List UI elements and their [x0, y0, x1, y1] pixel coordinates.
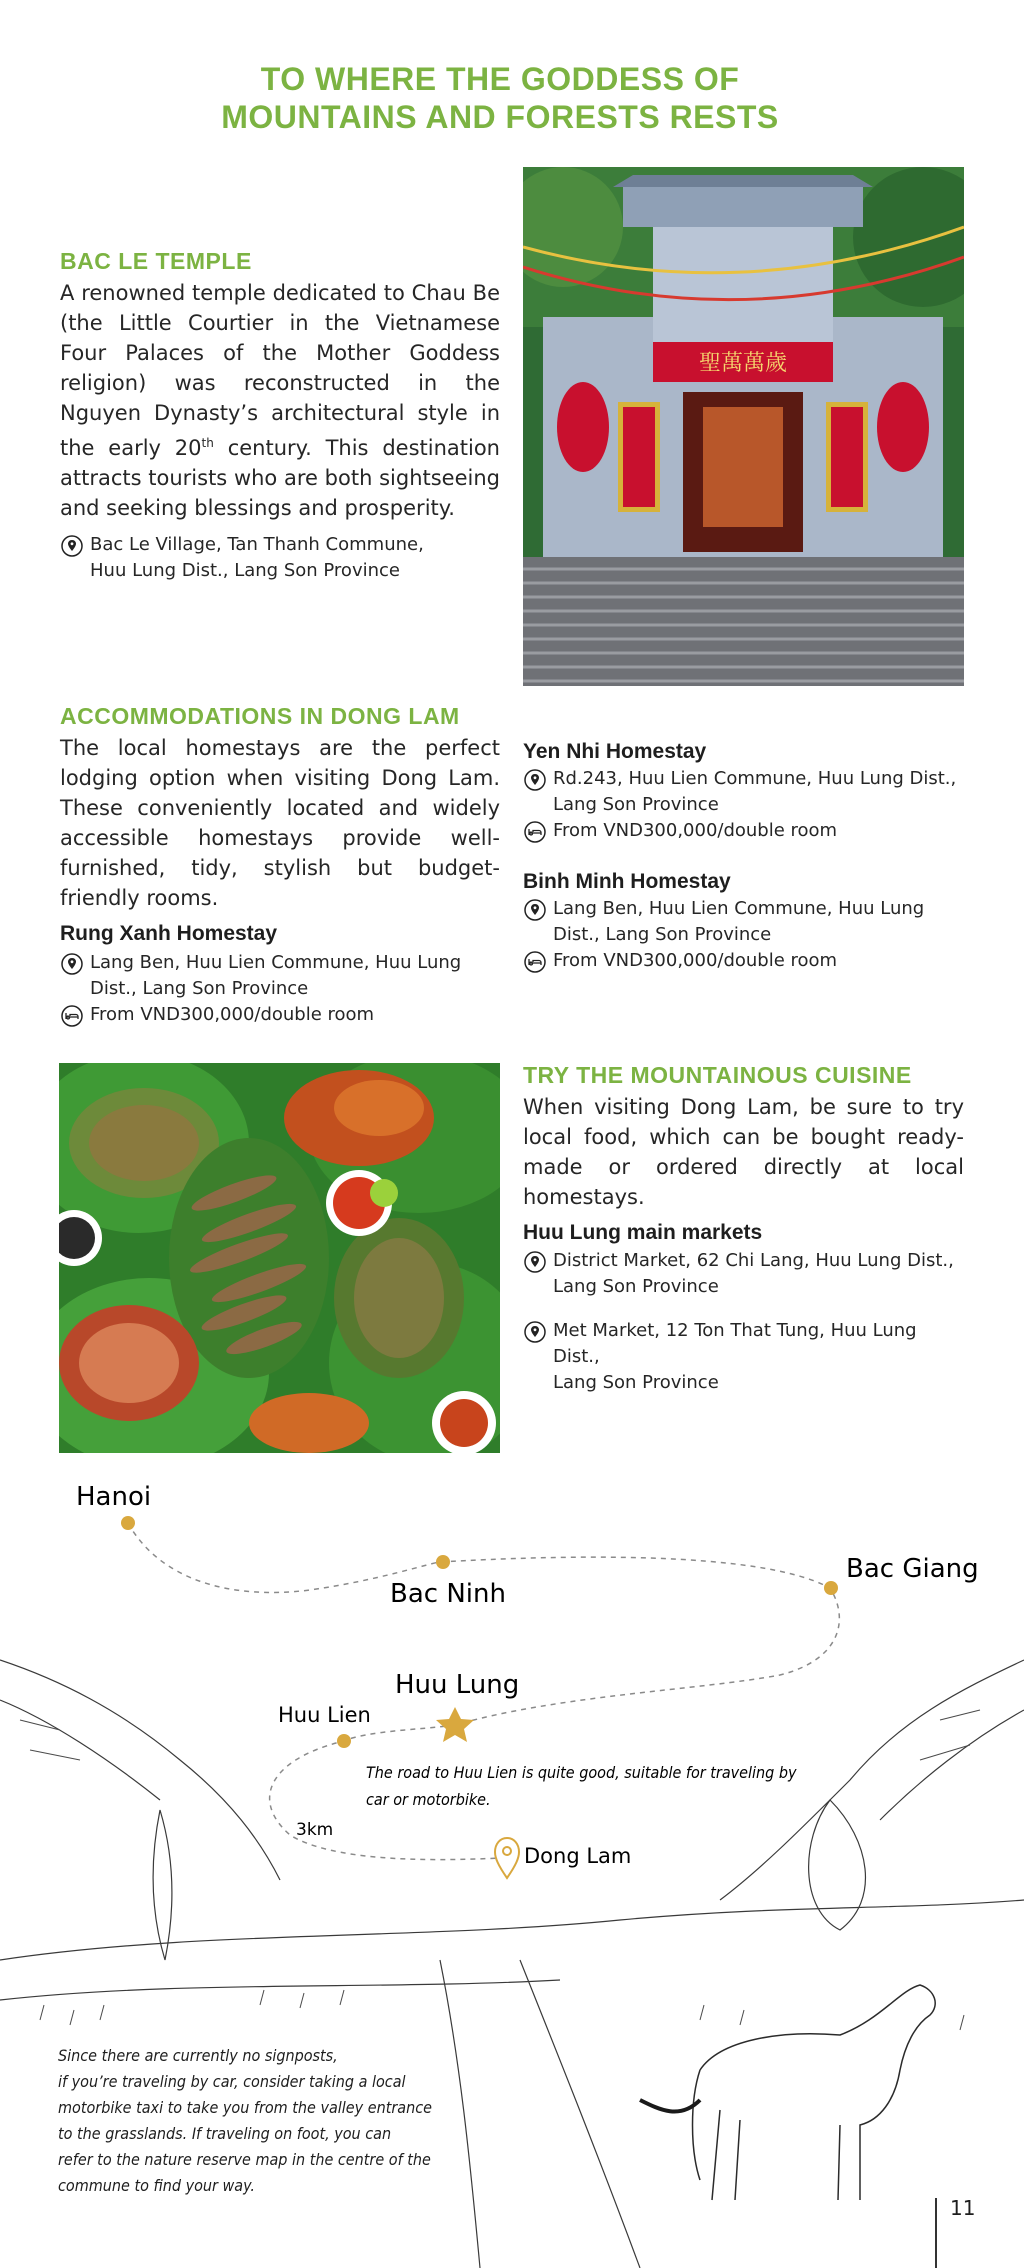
bac-le-address-line-1: Bac Le Village, Tan Thanh Commune,	[90, 534, 424, 555]
rung-xanh-name: Rung Xanh Homestay	[60, 922, 278, 945]
location-pin-icon	[523, 898, 547, 922]
yen-nhi-address	[523, 766, 968, 818]
tip-line: if you’re traveling by car, consider taking a local	[58, 2072, 406, 2091]
tip-line: commune to find your way.	[58, 2176, 255, 2195]
markets-heading: Huu Lung main markets	[523, 1221, 763, 1244]
road-note-line-2: car or motorbike.	[366, 1790, 491, 1809]
huu-lung-star-icon	[436, 1707, 474, 1742]
accommodations-description: The local homestays are the perfect lodging option when visiting Dong Lam. These conveniently located and widely accessible homestays provide well-furnished, tidy, stylish but budget-friendly rooms.	[60, 736, 500, 910]
bac-le-desc-sup: th	[201, 436, 214, 450]
huu-lien-label: Huu Lien	[278, 1703, 371, 1727]
binh-minh-address-line-1: Lang Ben, Huu Lien Commune, Huu Lung	[553, 898, 925, 919]
distance-label: 3km	[296, 1820, 334, 1840]
temple-sign-text: 聖萬萬歲	[698, 351, 788, 376]
rung-xanh-details	[60, 950, 500, 1028]
temple-illustration	[523, 167, 964, 686]
hanoi-marker	[121, 1516, 135, 1530]
road-note-line-1: The road to Huu Lien is quite good, suitable for traveling by	[366, 1763, 797, 1782]
page-number-rule	[935, 2198, 937, 2268]
rung-xanh-address-line-2: Dist., Lang Son Province	[90, 978, 309, 999]
cuisine-heading: TRY THE MOUNTAINOUS CUISINE	[523, 1062, 912, 1088]
accommodations-heading: ACCOMMODATIONS IN DONG LAM	[60, 703, 460, 729]
market-line-1: Met Market, 12 Ton That Tung, Huu Lung Dist.,	[553, 1320, 917, 1367]
bac-le-address-line-2: Huu Lung Dist., Lang Son Province	[90, 560, 400, 581]
binh-minh-name: Binh Minh Homestay	[523, 870, 731, 893]
bac-le-desc-a: A renowned temple dedicated to Chau Be (the Little Courtier in the Vietnamese Four Palaces of the Mother Goddess religion) was reconstructed in the Nguyen Dynasty’s architectural style in the early 20	[60, 281, 500, 460]
dong-lam-pin-dot	[503, 1847, 511, 1855]
local-food-photo	[59, 1063, 500, 1453]
dong-lam-label: Dong Lam	[524, 1844, 632, 1868]
hanoi-label: Hanoi	[76, 1482, 152, 1512]
bac-ninh-label: Bac Ninh	[390, 1579, 506, 1609]
tip-line: refer to the nature reserve map in the centre of the	[58, 2150, 431, 2169]
bac-ninh-marker	[436, 1555, 450, 1569]
rung-xanh-address-line-1: Lang Ben, Huu Lien Commune, Huu Lung	[90, 952, 462, 973]
cuisine-description: When visiting Dong Lam, be sure to try local food, which can be bought ready-made or ordered directly at local homestays.	[523, 1095, 964, 1209]
location-pin-icon	[523, 768, 547, 792]
binh-minh-price-text: From VND300,000/double room	[553, 950, 838, 971]
yen-nhi-price-text: From VND300,000/double room	[553, 820, 838, 841]
market-item	[523, 1248, 968, 1300]
yen-nhi-price	[523, 818, 968, 844]
yen-nhi-details	[523, 766, 968, 844]
market-item	[523, 1318, 968, 1396]
horse-sketch	[640, 1985, 935, 2200]
navigation-tip	[58, 2043, 458, 2199]
bac-le-temple-photo	[523, 167, 964, 686]
page-title-line-2: MOUNTAINS AND FORESTS RESTS	[221, 99, 779, 135]
location-pin-icon	[60, 952, 84, 976]
page-title-line-1: TO WHERE THE GODDESS OF	[260, 61, 740, 97]
market-line-1: District Market, 62 Chi Lang, Huu Lung Dist.,	[553, 1250, 954, 1271]
bed-icon	[523, 820, 547, 844]
bac-le-desc-b: century. This destination attracts tourists who are both sightseeing and seeking blessings and prosperity.	[60, 436, 500, 520]
location-pin-icon	[60, 534, 84, 558]
bac-giang-label: Bac Giang	[846, 1554, 979, 1584]
food-illustration	[59, 1063, 500, 1453]
tip-line: Since there are currently no signposts,	[58, 2046, 338, 2065]
tip-line: motorbike taxi to take you from the valley entrance	[58, 2098, 433, 2117]
bed-icon	[523, 950, 547, 974]
bac-le-heading: BAC LE TEMPLE	[60, 248, 252, 274]
binh-minh-price	[523, 948, 968, 974]
market-line-2: Lang Son Province	[553, 1276, 719, 1297]
rung-xanh-address	[60, 950, 500, 1002]
page-number: 11	[950, 2196, 976, 2220]
huu-lung-label: Huu Lung	[395, 1670, 520, 1700]
market-line-2: Lang Son Province	[553, 1372, 719, 1393]
location-pin-icon	[523, 1250, 547, 1274]
bac-le-address	[60, 532, 500, 584]
binh-minh-address	[523, 896, 968, 948]
page-title	[0, 60, 1000, 136]
yen-nhi-address-line-2: Lang Son Province	[553, 794, 719, 815]
rung-xanh-price-text: From VND300,000/double room	[90, 1004, 375, 1025]
location-pin-icon	[523, 1320, 547, 1344]
rung-xanh-price	[60, 1002, 500, 1028]
binh-minh-address-line-2: Dist., Lang Son Province	[553, 924, 772, 945]
huu-lien-marker	[337, 1734, 351, 1748]
markets-list	[523, 1248, 968, 1396]
tip-line: to the grasslands. If traveling on foot, you can	[58, 2124, 392, 2143]
dong-lam-pin-icon	[495, 1838, 519, 1878]
yen-nhi-address-line-1: Rd.243, Huu Lien Commune, Huu Lung Dist.,	[553, 768, 957, 789]
bac-giang-marker	[824, 1581, 838, 1595]
yen-nhi-name: Yen Nhi Homestay	[523, 740, 707, 763]
bac-le-description	[60, 278, 500, 523]
bed-icon	[60, 1004, 84, 1028]
binh-minh-details	[523, 896, 968, 974]
